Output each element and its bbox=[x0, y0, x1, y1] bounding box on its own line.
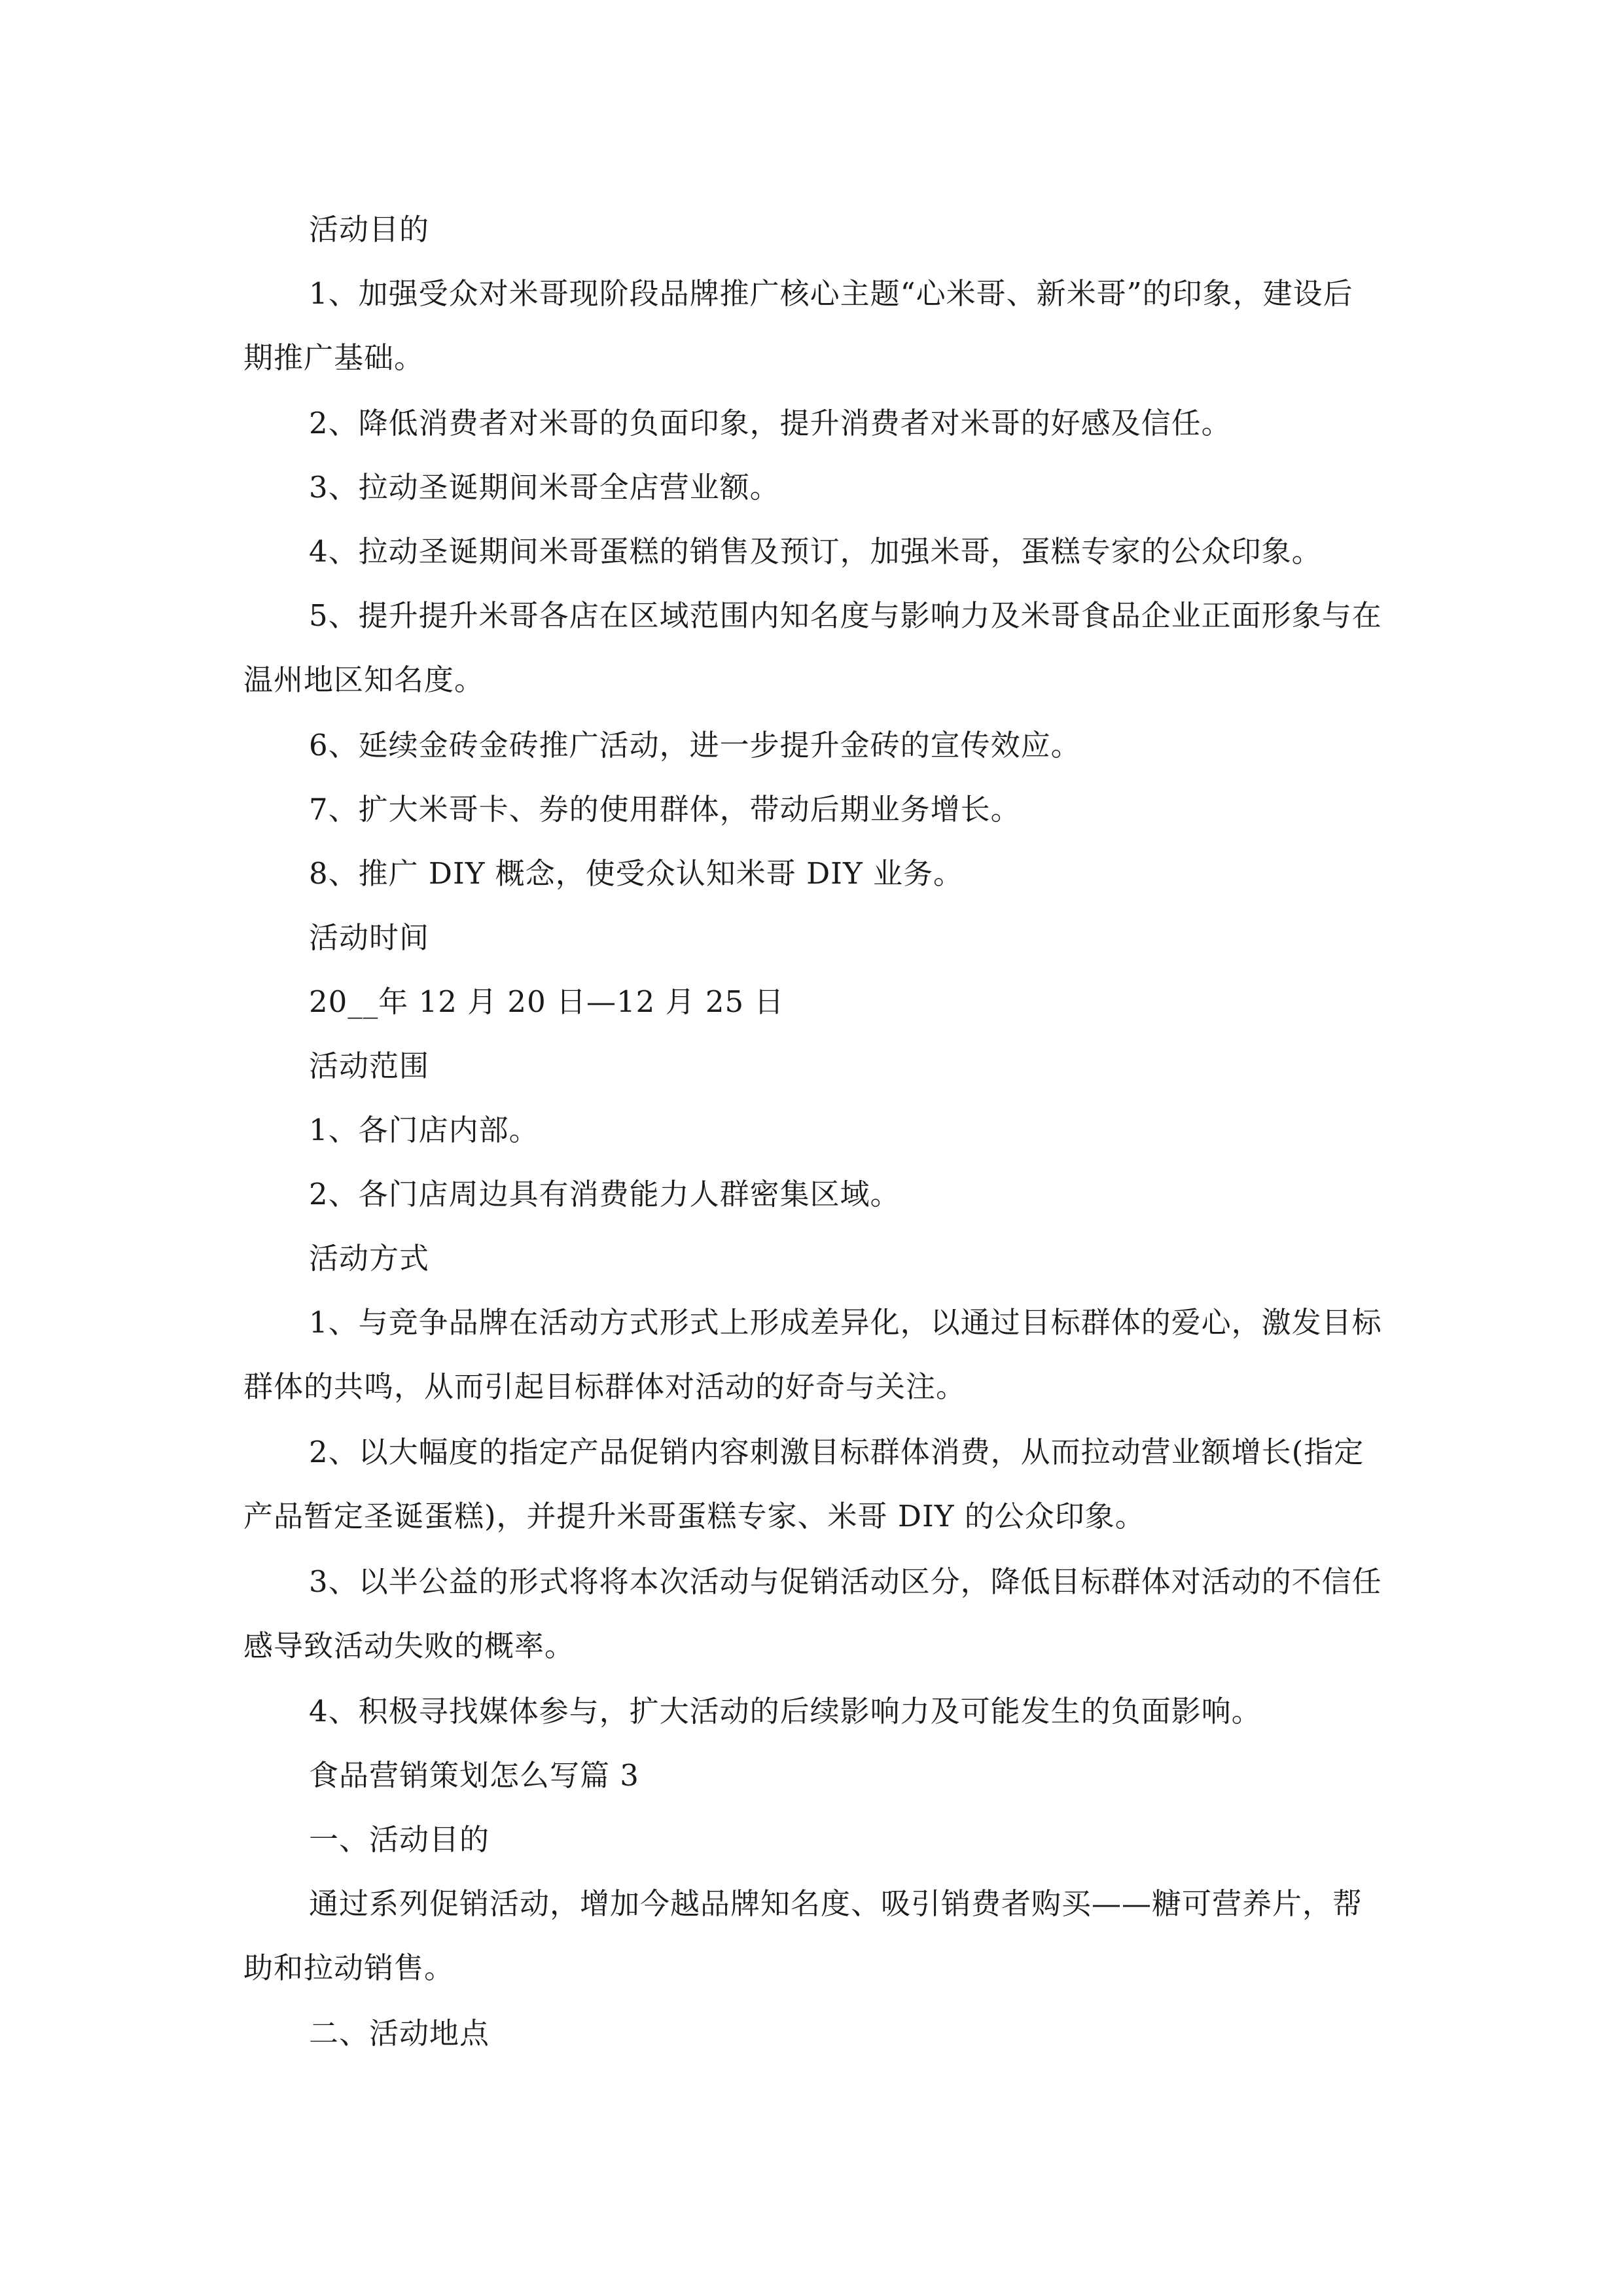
method-item-2: 2、以大幅度的指定产品促销内容刺激目标群体消费，从而拉动营业额增长(指定产品暂定圣诞蛋糕)，并提升米哥蛋糕专家、米哥 DIY 的公众印象。 bbox=[243, 1435, 1364, 1534]
goal-item-2: 2、降低消费者对米哥的负面印象，提升消费者对米哥的好感及信任。 bbox=[309, 406, 1232, 440]
activity-time-value: 20__年 12 月 20 日—12 月 25 日 bbox=[309, 984, 785, 1019]
goal-item-5: 5、提升提升米哥各店在区域范围内知名度与影响力及米哥食品企业正面形象与在温州地区知名度。 bbox=[243, 598, 1382, 697]
method-item-3: 3、以半公益的形式将将本次活动与促销活动区分，降低目标群体对活动的不信任感导致活动失败的概率。 bbox=[243, 1564, 1382, 1663]
heading-2-activity-location: 二、活动地点 bbox=[309, 2016, 490, 2051]
goal-description: 通过系列促销活动，增加今越品牌知名度、吸引销费者购买——糖可营养片，帮助和拉动销售。 bbox=[243, 1886, 1363, 1985]
goal-item-1: 1、加强受众对米哥现阶段品牌推广核心主题“心米哥、新米哥”的印象，建设后期推广基础。 bbox=[243, 276, 1353, 375]
method-item-1: 1、与竞争品牌在活动方式形式上形成差异化，以通过目标群体的爱心，激发目标群体的共鸣，从而引起目标群体对活动的好奇与关注。 bbox=[243, 1305, 1382, 1404]
heading-activity-goal: 活动目的 bbox=[309, 212, 430, 247]
scope-item-1: 1、各门店内部。 bbox=[309, 1113, 539, 1147]
goal-item-4: 4、拉动圣诞期间米哥蛋糕的销售及预订，加强米哥，蛋糕专家的公众印象。 bbox=[309, 534, 1322, 569]
scope-item-2: 2、各门店周边具有消费能力人群密集区域。 bbox=[309, 1177, 901, 1211]
method-item-4: 4、积极寻找媒体参与，扩大活动的后续影响力及可能发生的负面影响。 bbox=[309, 1694, 1262, 1729]
goal-item-7: 7、扩大米哥卡、券的使用群体，带动后期业务增长。 bbox=[309, 792, 1021, 827]
heading-activity-scope: 活动范围 bbox=[309, 1049, 430, 1083]
heading-activity-time: 活动时间 bbox=[309, 920, 430, 955]
heading-1-activity-goal: 一、活动目的 bbox=[309, 1822, 490, 1857]
goal-item-3: 3、拉动圣诞期间米哥全店营业额。 bbox=[309, 470, 780, 505]
goal-item-8: 8、推广 DIY 概念，使受众认知米哥 DIY 业务。 bbox=[309, 856, 963, 891]
heading-activity-method: 活动方式 bbox=[309, 1241, 430, 1276]
goal-item-6: 6、延续金砖金砖推广活动，进一步提升金砖的宣传效应。 bbox=[309, 728, 1081, 762]
section-title-part-3: 食品营销策划怎么写篇 3 bbox=[309, 1758, 639, 1793]
